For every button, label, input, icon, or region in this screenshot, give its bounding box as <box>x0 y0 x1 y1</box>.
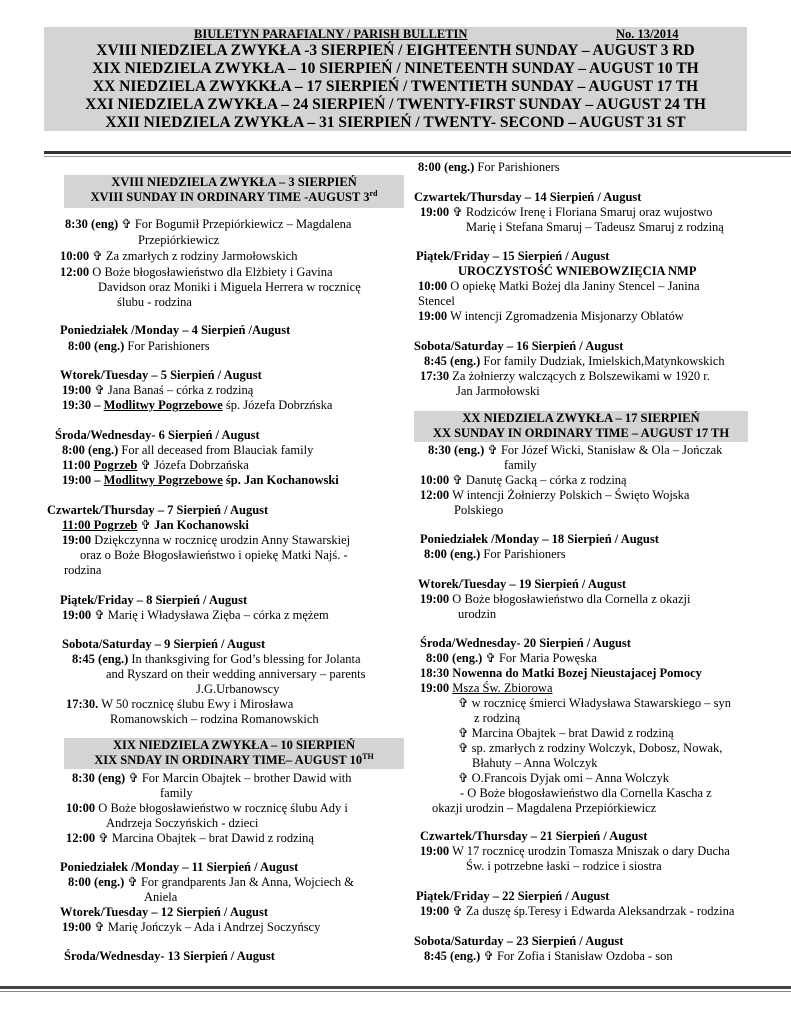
mass-entry <box>62 383 253 398</box>
mass-intention: For Parishioners <box>483 547 566 561</box>
mass-intention: w rocznicę śmierci Władysława Stawarskiego – syn <box>471 696 732 710</box>
mass-intention-cont: Davidson oraz Moniki i Miguela Herrera w rocznicę <box>98 280 361 294</box>
mass-intention-cont: family <box>160 786 193 800</box>
mass-intention: sp. zmarłych z rodziny Wolczyk, Dobosz, Nowak, <box>471 741 723 755</box>
mass-entry <box>72 771 352 786</box>
mass-entry <box>62 398 332 413</box>
mass-time: 8:00 (eng.) <box>424 547 481 561</box>
cross-icon: ✞ <box>94 920 105 934</box>
day-heading: Sobota/Saturday – 16 Sierpień / August <box>414 339 624 353</box>
cross-icon: ✞ <box>140 458 151 472</box>
mass-intention-cont: family <box>504 458 537 472</box>
mass-entry <box>62 473 339 488</box>
day-heading: Sobota/Saturday – 23 Sierpień / August <box>414 934 624 948</box>
footer-divider <box>0 991 791 992</box>
mass-intention-cont: Romanowskich – rodzina Romanowskich <box>110 712 319 726</box>
box-title-en <box>64 190 404 205</box>
mass-intention: Dziękczynna w rocznicę urodzin Anny Stawarskiej <box>94 533 351 547</box>
box-title-en: XX SUNDAY IN ORDINARY TIME – AUGUST 17 TH <box>432 426 730 440</box>
day-heading: Wtorek/Tuesday – 19 Sierpień / August <box>418 577 627 591</box>
mass-entry <box>420 205 712 220</box>
mass-entry <box>62 518 249 533</box>
cross-icon: ✞ <box>94 608 105 622</box>
mass-intention-cont: Andrzeja Soczyńskich - dzieci <box>106 816 259 830</box>
mass-entry <box>420 844 730 859</box>
event-link: Msza Św. Zbiorowa <box>452 681 553 695</box>
mass-entry <box>66 697 293 712</box>
mass-entry <box>420 681 553 696</box>
mass-time: 8:45 (eng.) <box>72 652 129 666</box>
cross-icon: ✞ <box>452 205 463 219</box>
mass-entry <box>65 217 351 232</box>
mass-intention-cont: urodzin <box>458 607 497 621</box>
mass-time: 10:00 <box>60 249 90 263</box>
cross-icon: ✞ <box>98 831 109 845</box>
mass-intention-cont: Św. i potrzebne łaski – rodzice i siostra <box>466 859 662 873</box>
day-heading: Sobota/Saturday – 9 Sierpień / August <box>62 637 266 651</box>
mass-entry <box>420 904 734 919</box>
mass-intention: O Boże błogosławieństwo dla Cornella z okazji <box>452 592 691 606</box>
mass-intention: Marcina Obajtek – brat Dawid z rodziną <box>111 831 314 845</box>
box-title-en-text: XIX SNDAY IN ORDINARY TIME– AUGUST 10 <box>94 753 363 767</box>
mass-time: 19:30 – <box>62 398 101 412</box>
mass-entry <box>62 533 350 548</box>
footer-divider <box>0 986 791 989</box>
mass-intention: Rodziców Irenę i Floriana Smaruj oraz wujostwo <box>465 205 713 219</box>
day-heading: Środa/Wednesday- 13 Sierpień / August <box>64 949 275 963</box>
mass-intention: Marię Jończyk – Ada i Andrzej Soczyńscy <box>107 920 321 934</box>
mass-entry <box>418 309 684 324</box>
mass-time: 8:00 (eng.) <box>426 651 483 665</box>
mass-intention-cont: rodzina <box>64 563 102 577</box>
mass-intention: Danutę Gacką – córka z rodziną <box>465 473 627 487</box>
day-heading: Wtorek/Tuesday – 5 Sierpień / August <box>60 368 262 382</box>
mass-time: 8:45 (eng.) <box>424 949 481 963</box>
box-title-pl: XX NIEDZIELA ZWYKŁA – 17 SIERPIEŃ <box>462 411 700 425</box>
header-line-5: XXII NIEDZIELA ZWYKŁA – 31 SIERPIEŃ / TWENTY- SECOND – AUGUST 31 ST <box>105 114 686 131</box>
box-title-pl: XVIII NIEDZIELA ZWYKŁA – 3 SIERPIEŃ <box>111 175 357 189</box>
mass-intention-cont: Stencel <box>418 294 455 308</box>
day-heading: Poniedziałek /Monday – 11 Sierpień / August <box>60 860 299 874</box>
mass-intention-cont: Marię i Stefana Smaruj – Tadeusz Smaruj z rodziną <box>466 220 724 234</box>
mass-intention: Jana Banaś – córka z rodziną <box>107 383 254 397</box>
mass-entry <box>62 920 320 935</box>
day-heading: Piątek/Friday – 15 Sierpień / August <box>416 249 610 263</box>
mass-intention: For Maria Powęska <box>498 651 597 665</box>
mass-entry <box>62 458 249 473</box>
header-line-4: XXI NIEDZIELA ZWYKŁA – 24 SIERPIEŃ / TWENTY-FIRST SUNDAY – AUGUST 24 TH <box>85 96 706 113</box>
mass-time: 8:00 (eng.) <box>68 875 125 889</box>
intention-item: - O Boże błogosławieństwo dla Cornella Kascha z <box>460 786 712 800</box>
feast-title: UROCZYSTOŚĆ WNIEBOWZIĘCIA NMP <box>458 264 697 278</box>
day-heading: Piątek/Friday – 8 Sierpień / August <box>60 593 248 607</box>
mass-intention: W 17 rocznicę urodzin Tomasza Mniszak o dary Ducha <box>452 844 730 858</box>
mass-entry <box>60 249 298 264</box>
day-heading: Środa/Wednesday- 20 Sierpień / August <box>420 636 631 650</box>
mass-entry <box>424 354 725 369</box>
novena-entry: 18:30 Nowenna do Matki Bozej Nieustajacej Pomocy <box>420 666 702 680</box>
day-heading: Piątek/Friday – 22 Sierpień / August <box>416 889 610 903</box>
mass-entry <box>418 279 700 294</box>
mass-time: 8:45 (eng.) <box>424 354 481 368</box>
mass-entry <box>418 160 560 175</box>
cross-icon: ✞ <box>458 741 469 755</box>
mass-entry <box>420 592 690 607</box>
mass-intention: Jan Kochanowski <box>154 518 249 532</box>
mass-entry <box>420 488 689 503</box>
day-heading: Czwartek/Thursday – 21 Sierpień / August <box>420 829 648 843</box>
mass-intention-cont: Jan Jarmołowski <box>456 384 540 398</box>
mass-entry <box>66 831 314 846</box>
mass-time: 8:00 (eng.) <box>68 339 125 353</box>
event-link: Pogrzeb <box>93 458 138 472</box>
mass-time: 19:00 <box>62 383 92 397</box>
day-heading: Poniedziałek /Monday – 18 Sierpień / August <box>420 532 659 546</box>
cross-icon: ✞ <box>487 443 498 457</box>
mass-time: 19:00 <box>62 608 92 622</box>
mass-time: 19:00 <box>420 592 450 606</box>
mass-time: 8:30 (eng) <box>65 217 119 231</box>
box-title-en <box>64 753 404 768</box>
cross-icon: ✞ <box>94 383 105 397</box>
header-line-3: XX NIEDZIELA ZWYKKŁA – 17 SIERPIEŃ / TWENTIETH SUNDAY – AUGUST 17 TH <box>92 78 699 95</box>
box-title-sup: rd <box>369 188 378 198</box>
mass-intention: O Boże błogosławieństwo w rocznicę ślubu Ady i <box>98 801 348 815</box>
cross-icon: ✞ <box>127 875 138 889</box>
cross-icon: ✞ <box>485 651 496 665</box>
day-heading: Wtorek/Tuesday – 12 Sierpień / August <box>60 905 269 919</box>
mass-time: 8:00 (eng.) <box>62 443 119 457</box>
cross-icon: ✞ <box>128 771 139 785</box>
mass-intention: For Marcin Obajtek – brother Dawid with <box>141 771 352 785</box>
sunday-box-aug10 <box>64 738 404 769</box>
cross-icon: ✞ <box>483 949 494 963</box>
intention-item <box>458 726 674 741</box>
mass-time: 19:00 <box>420 904 450 918</box>
mass-time: 19:00 – <box>62 473 101 487</box>
mass-entry <box>72 652 361 667</box>
box-title-pl: XIX NIEDZIELA ZWYKŁA – 10 SIERPIEŃ <box>112 738 356 752</box>
header-line-1: XVIII NIEDZIELA ZWYKŁA -3 SIERPIEŃ / EIGHTEENTH SUNDAY – AUGUST 3 RD <box>96 42 695 59</box>
mass-intention: O.Francois Dyjak omi – Anna Wolczyk <box>471 771 669 785</box>
cross-icon: ✞ <box>121 217 132 231</box>
cross-icon: ✞ <box>92 249 103 263</box>
mass-time: 10:00 <box>66 801 96 815</box>
mass-intention: In thanksgiving for God’s blessing for Jolanta <box>131 652 361 666</box>
mass-time: 17:30. <box>66 697 99 711</box>
cross-icon: ✞ <box>140 518 151 532</box>
mass-entry <box>68 339 210 354</box>
header-line-2: XIX NIEDZIELA ZWYKŁA – 10 SIERPIEŃ / NINETEENTH SUNDAY – AUGUST 10 TH <box>92 60 699 77</box>
mass-time: 8:30 (eng.) <box>428 443 485 457</box>
mass-intention-cont: J.G.Urbanowscy <box>196 682 280 696</box>
mass-intention: W intencji Żołnierzy Polskich – Święto Wojska <box>452 488 690 502</box>
mass-entry <box>426 651 597 666</box>
bulletin-title: BIULETYN PARAFIALNY / PARISH BULLETIN <box>194 27 468 41</box>
mass-intention: O opiekę Matki Bożej dla Janiny Stencel – Janina <box>450 279 700 293</box>
mass-entry <box>420 473 627 488</box>
mass-time: 10:00 <box>418 279 448 293</box>
mass-time: 12:00 <box>60 265 90 279</box>
mass-time: 19:00 <box>418 309 448 323</box>
cross-icon: ✞ <box>458 696 469 710</box>
day-heading: Czwartek/Thursday – 14 Sierpień / August <box>414 190 642 204</box>
mass-intention: For Zofia i Stanisław Ozdoba - son <box>496 949 673 963</box>
mass-intention: For Józef Wicki, Stanisław & Ola – Jończak <box>500 443 723 457</box>
day-heading: Czwartek/Thursday – 7 Sierpień / August <box>47 503 269 517</box>
sunday-box-aug17 <box>414 411 748 442</box>
mass-intention: For all deceased from Blauciak family <box>121 443 314 457</box>
mass-intention: For Parishioners <box>477 160 560 174</box>
cross-icon: ✞ <box>458 771 469 785</box>
box-title-en-text: XVIII SUNDAY IN ORDINARY TIME -AUGUST 3 <box>90 190 370 204</box>
intention-item <box>458 771 669 786</box>
mass-time: 19:00 <box>420 681 450 695</box>
mass-intention: For Parishioners <box>127 339 210 353</box>
mass-intention: śp. Józefa Dobrzńska <box>225 398 333 412</box>
mass-entry <box>420 369 710 384</box>
day-heading: Poniedziałek /Monday – 4 Sierpień /August <box>60 323 291 337</box>
mass-intention-cont: Polskiego <box>454 503 504 517</box>
mass-intention: Za żołnierzy walczących z Bolszewikami w 1920 r. <box>452 369 710 383</box>
mass-intention: śp. Jan Kochanowski <box>225 473 339 487</box>
mass-intention-cont: z rodziną <box>474 711 521 725</box>
mass-time: 11:00 <box>62 458 91 472</box>
intention-item <box>458 741 722 756</box>
mass-entry <box>68 875 354 890</box>
mass-intention: O Boże błogosławieństwo dla Elżbiety i Gavina <box>92 265 333 279</box>
mass-time: 8:30 (eng) <box>72 771 126 785</box>
day-heading: Środa/Wednesday- 6 Sierpień / August <box>55 428 260 442</box>
mass-intention-cont: oraz o Boże Błogosławieństwo i opiekę Matki Najś. - <box>80 548 348 562</box>
mass-intention: W 50 rocznicę ślubu Ewy i Mirosława <box>101 697 294 711</box>
mass-intention: Marcina Obajtek – brat Dawid z rodziną <box>471 726 674 740</box>
sunday-box-aug3 <box>64 175 404 208</box>
mass-time: 19:00 <box>420 205 450 219</box>
cross-icon: ✞ <box>458 726 469 740</box>
mass-intention-cont: Przepiórkiewicz <box>138 233 220 247</box>
mass-time: 12:00 <box>66 831 96 845</box>
mass-time: 19:00 <box>62 533 92 547</box>
mass-entry <box>62 608 329 623</box>
event-link: 11:00 Pogrzeb <box>62 518 138 532</box>
mass-intention-cont: Błahuty – Anna Wolczyk <box>472 756 598 770</box>
mass-entry <box>424 547 566 562</box>
mass-intention: Józefa Dobrzańska <box>154 458 249 472</box>
bulletin-number: No. 13/2014 <box>616 27 679 41</box>
intention-item <box>458 696 731 711</box>
right-column <box>410 0 791 990</box>
event-link: Modlitwy Pogrzebowe <box>103 398 223 412</box>
mass-intention-cont: ślubu - rodzina <box>117 295 192 309</box>
mass-intention: Za duszę śp.Teresy i Edwarda Aleksandrzak - rodzina <box>465 904 735 918</box>
mass-intention-cont: Aniela <box>144 890 178 904</box>
cross-icon: ✞ <box>452 904 463 918</box>
box-title-sup: TH <box>362 751 374 761</box>
cross-icon: ✞ <box>452 473 463 487</box>
mass-time: 8:00 (eng.) <box>418 160 475 174</box>
mass-entry <box>66 801 348 816</box>
mass-intention: For family Dudziak, Imielskich,Matynkowskich <box>483 354 725 368</box>
mass-time: 17:30 <box>420 369 450 383</box>
mass-time: 12:00 <box>420 488 450 502</box>
mass-entry <box>60 265 333 280</box>
mass-time: 19:00 <box>420 844 450 858</box>
mass-intention: W intencji Zgromadzenia Misjonarzy Oblatów <box>450 309 684 323</box>
mass-intention: Marię i Władysława Zięba – córka z mężem <box>107 608 329 622</box>
mass-entry <box>424 949 673 964</box>
mass-entry <box>62 443 313 458</box>
mass-intention: For Bogumił Przepiórkiewicz – Magdalena <box>134 217 352 231</box>
mass-intention-cont: okazji urodzin – Magdalena Przepiórkiewicz <box>432 801 657 815</box>
event-link: Modlitwy Pogrzebowe <box>103 473 223 487</box>
mass-time: 10:00 <box>420 473 450 487</box>
mass-intention: For grandparents Jan & Anna, Wojciech & <box>140 875 354 889</box>
mass-intention: Za zmarłych z rodziny Jarmołowskich <box>105 249 298 263</box>
mass-entry <box>428 443 722 458</box>
mass-intention-cont: and Ryszard on their wedding anniversary – parents <box>106 667 366 681</box>
mass-time: 19:00 <box>62 920 92 934</box>
